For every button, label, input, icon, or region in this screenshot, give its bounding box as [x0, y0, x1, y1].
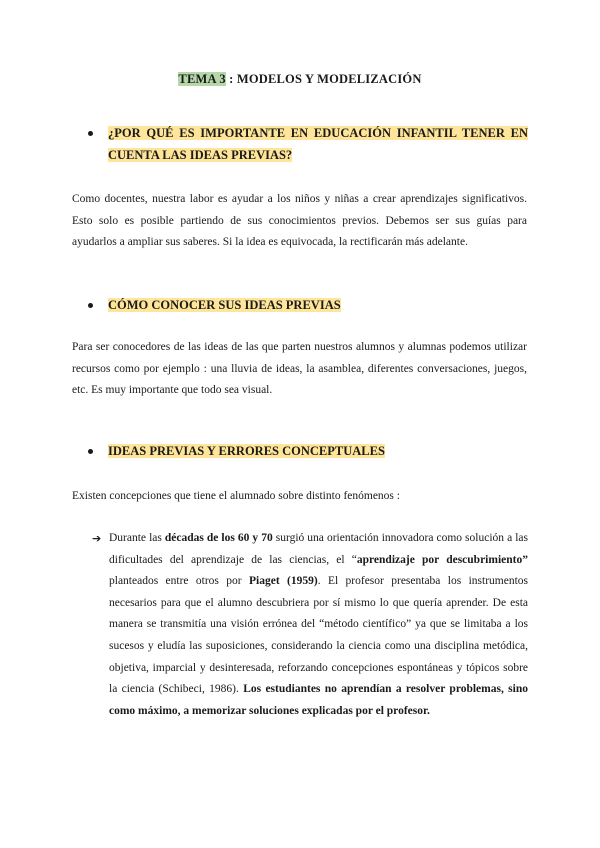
section-paragraph-1: Como docentes, nuestra labor es ayudar a los niños y niñas a crear aprendizajes significativos. Esto solo es posible partiendo de sus conocimientos previos. Debemos ser sus guías para ayudarlos a ampliar sus saberes. Si la idea es equivocada, la rectificarán más adelante. — [72, 193, 527, 249]
page-title — [0, 72, 600, 87]
bullet-dot-icon — [88, 303, 93, 308]
section-paragraph-2: Para ser conocedores de las ideas de las que parten nuestros alumnos y alumnas podemos utilizar recursos como por ejemplo : una lluvia de ideas, la asamblea, diferentes conversaciones, juegos, etc. Es muy importante que todo sea visual. — [72, 341, 527, 397]
text-run: . El profesor presentaba los instrumentos necesarios para que el alumno descubriera por sí mismo lo que quería aprender. De esta manera se transmitía una visión errónea del “método científico” ya que se limitaba a los sucesos y eludía las suposiciones, considerando la ciencia como una disciplina metódica, objetiva, imparcial y desinteresada, reforzando concepciones espontáneas y tópicos sobre la ciencia (Schibeci, 1986). — [109, 575, 528, 696]
bullet-dot-icon — [88, 449, 93, 454]
text-run: Durante las — [109, 532, 165, 544]
bold-run: décadas de los 60 y 70 — [164, 532, 273, 544]
title-rest: : MODELOS Y MODELIZACIÓN — [225, 72, 422, 86]
section-heading-1 — [88, 122, 528, 166]
arrow-item-text — [109, 528, 528, 722]
arrow-list-item — [92, 528, 528, 722]
text-run: surgió una orientación innovadora como solución a las dificultades del aprendizaje de las ciencias, el “ — [109, 532, 528, 566]
bold-run: aprendizaje por descubrimiento” — [356, 553, 528, 566]
section-heading-text: IDEAS PREVIAS Y ERRORES CONCEPTUALES — [108, 444, 385, 458]
arrow-right-icon: ➔ — [92, 532, 102, 545]
section-heading-text: CÓMO CONOCER SUS IDEAS PREVIAS — [108, 298, 341, 312]
bullet-dot-icon — [88, 131, 93, 136]
text-run: planteados entre otros por — [109, 575, 249, 588]
section-heading-text: ¿POR QUÉ ES IMPORTANTE EN EDUCACIÓN INFANTIL TENER EN CUENTA LAS IDEAS PREVIAS? — [108, 126, 528, 162]
bold-run: Piaget (1959) — [249, 575, 318, 588]
section-heading-3 — [88, 440, 528, 462]
section-paragraph-3: Existen concepciones que tiene el alumnado sobre distinto fenómenos : — [72, 490, 400, 502]
section-heading-2 — [88, 294, 528, 316]
bold-run: Los estudiantes no aprendían a resolver problemas, sino como máximo, a memorizar soluciones explicadas por el profesor. — [109, 683, 528, 717]
title-tema: TEMA 3 — [178, 72, 226, 86]
